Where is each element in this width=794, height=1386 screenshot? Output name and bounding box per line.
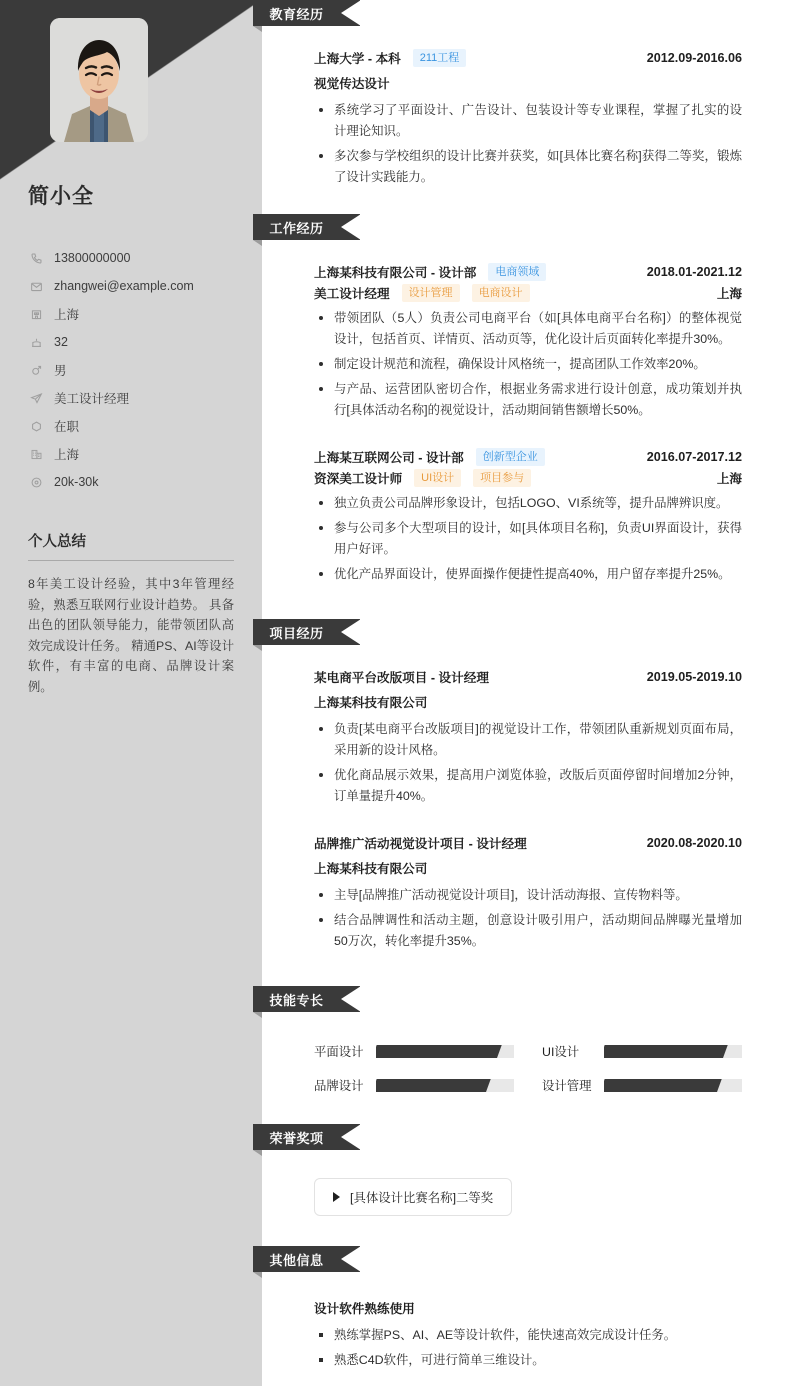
major-name: 视觉传达设计 bbox=[314, 77, 390, 91]
bullet-item: 多次参与学校组织的设计比赛并获奖，如[具体比赛名称]获得二等奖，锻炼了设计实践能力。 bbox=[314, 146, 742, 188]
role-tag: 项目参与 bbox=[473, 469, 531, 487]
entry-role-row bbox=[314, 468, 742, 487]
bullet-item: 主导[品牌推广活动视觉设计项目]，设计活动海报、宣传物料等。 bbox=[314, 885, 742, 906]
skill-item bbox=[542, 1076, 742, 1094]
contact-item-age bbox=[28, 328, 234, 356]
skill-item bbox=[314, 1042, 514, 1060]
summary-divider bbox=[28, 560, 234, 561]
bullet-item: 系统学习了平面设计、广告设计、包装设计等专业课程，掌握了扎实的设计理论知识。 bbox=[314, 100, 742, 142]
section-awards bbox=[262, 1124, 794, 1246]
skill-item bbox=[314, 1076, 514, 1094]
section-header-education bbox=[253, 0, 360, 26]
project-name: 某电商平台改版项目 - 设计经理 bbox=[314, 671, 489, 685]
contact-value-city: 上海 bbox=[54, 308, 80, 322]
skill-progress-fill bbox=[604, 1079, 722, 1092]
contact-value-job-title: 美工设计经理 bbox=[54, 392, 130, 406]
section-title-awards: 荣誉奖项 bbox=[269, 1130, 324, 1146]
company-name: 上海某科技有限公司 - 设计部 bbox=[314, 266, 477, 280]
contact-value-phone: 13800000000 bbox=[54, 251, 131, 265]
entry-header-row bbox=[314, 447, 742, 466]
company-tag: 电商领域 bbox=[488, 263, 546, 281]
project-name: 品牌推广活动视觉设计项目 - 设计经理 bbox=[314, 837, 527, 851]
summary-text: 8年美工设计经验，其中3年管理经验，熟悉互联网行业设计趋势。 具备出色的团队领导能力，能带领团队高效完成设计任务。 精通PS、AI等设计软件，有丰富的电商、品牌设计案例。 bbox=[28, 577, 234, 694]
company-tag: 创新型企业 bbox=[476, 448, 545, 466]
summary-title: 个人总结 bbox=[28, 534, 86, 550]
work-bullets bbox=[314, 308, 742, 421]
entry-header-row bbox=[314, 48, 742, 67]
bullet-item: 独立负责公司品牌形象设计，包括LOGO、VI系统等，提升品牌辨识度。 bbox=[314, 493, 742, 514]
gender-icon bbox=[28, 363, 45, 377]
skill-item bbox=[542, 1042, 742, 1060]
contact-item-email bbox=[28, 272, 234, 300]
section-header-work bbox=[253, 214, 360, 240]
work-bullets bbox=[314, 493, 742, 585]
contact-item-gender bbox=[28, 356, 234, 384]
avatar bbox=[50, 18, 148, 142]
work-location: 上海 bbox=[716, 287, 742, 301]
section-body-projects bbox=[262, 645, 794, 952]
school-tag: 211工程 bbox=[413, 49, 467, 67]
entry-header-row bbox=[314, 833, 742, 852]
bullet-item: 负责[某电商平台改版项目]的视觉设计工作，带领团队重新规划页面布局，采用新的设计风格。 bbox=[314, 719, 742, 761]
entry-role-row bbox=[314, 283, 742, 302]
skill-progress-fill bbox=[376, 1045, 502, 1058]
main-content bbox=[262, 0, 794, 1386]
project-entry bbox=[314, 645, 742, 807]
section-header-other bbox=[253, 1246, 360, 1272]
phone-icon bbox=[28, 251, 45, 265]
contact-value-age: 32 bbox=[54, 335, 68, 349]
work-entry bbox=[314, 240, 742, 421]
entry-header-row bbox=[314, 667, 742, 686]
project-entry bbox=[314, 811, 742, 952]
job-role: 资深美工设计师 bbox=[314, 472, 403, 486]
contact-value-company-location: 上海 bbox=[54, 448, 80, 462]
section-header-projects bbox=[253, 619, 360, 645]
education-entry bbox=[314, 26, 742, 188]
project-date: 2019.05-2019.10 bbox=[646, 669, 742, 684]
contact-value-gender: 男 bbox=[54, 364, 67, 378]
contact-value-status: 在职 bbox=[54, 420, 80, 434]
salary-icon bbox=[28, 475, 45, 489]
job-role: 美工设计经理 bbox=[314, 287, 390, 301]
section-body-other bbox=[262, 1272, 794, 1371]
school-name: 上海大学 - 本科 bbox=[314, 52, 401, 66]
role-tag: UI设计 bbox=[414, 469, 461, 487]
role-tag: 设计管理 bbox=[402, 284, 460, 302]
status-icon bbox=[28, 419, 45, 433]
section-title-projects: 项目经历 bbox=[269, 625, 324, 641]
work-entry bbox=[314, 425, 742, 585]
page-title: 简小全 bbox=[28, 185, 94, 208]
skill-progress-track bbox=[376, 1045, 514, 1058]
role-tag: 电商设计 bbox=[472, 284, 530, 302]
bullet-item: 熟练掌握PS、AI、AE等设计软件，能快速高效完成设计任务。 bbox=[314, 1325, 742, 1346]
email-icon bbox=[28, 279, 45, 293]
section-body-education bbox=[262, 26, 794, 188]
skill-label: 设计管理 bbox=[542, 1079, 592, 1093]
education-date: 2012.09-2016.06 bbox=[646, 50, 742, 65]
skill-label: 品牌设计 bbox=[314, 1079, 364, 1093]
skill-label: 平面设计 bbox=[314, 1045, 364, 1059]
section-title-work: 工作经历 bbox=[269, 220, 324, 236]
entry-left bbox=[314, 283, 530, 302]
sidebar bbox=[0, 0, 262, 1386]
entry-header-row bbox=[314, 262, 742, 281]
work-date: 2016.07-2017.12 bbox=[646, 449, 742, 464]
contact-item-job-title bbox=[28, 384, 234, 412]
skill-progress-track bbox=[604, 1045, 742, 1058]
section-title-other: 其他信息 bbox=[269, 1252, 324, 1268]
sidebar-content bbox=[0, 180, 262, 697]
other-bullets bbox=[314, 1325, 742, 1371]
section-body-skills bbox=[262, 1012, 794, 1094]
other-subtitle: 设计软件熟练使用 bbox=[314, 1302, 415, 1316]
project-bullets bbox=[314, 885, 742, 952]
section-skills bbox=[262, 986, 794, 1124]
company-icon bbox=[28, 447, 45, 461]
bullet-item: 结合品牌调性和活动主题，创意设计吸引用户，活动期间品牌曝光量增加50万次，转化率提升35%。 bbox=[314, 910, 742, 952]
play-triangle-icon bbox=[333, 1192, 340, 1202]
skill-progress-track bbox=[604, 1079, 742, 1092]
company-name: 上海某互联网公司 - 设计部 bbox=[314, 451, 464, 465]
section-work bbox=[262, 214, 794, 619]
skill-label: UI设计 bbox=[542, 1045, 580, 1059]
contact-item-phone bbox=[28, 244, 234, 272]
contact-list bbox=[28, 244, 234, 496]
work-location: 上海 bbox=[716, 472, 742, 486]
skill-progress-fill bbox=[604, 1045, 727, 1058]
award-item[interactable] bbox=[314, 1178, 512, 1216]
portrait-photo-icon bbox=[50, 18, 148, 142]
bullet-item: 带领团队（5人）负责公司电商平台（如[具体电商平台名称]）的整体视觉设计，包括首页、详情页、活动页等，优化设计后页面转化率提升30%。 bbox=[314, 308, 742, 350]
section-education bbox=[262, 0, 794, 214]
contact-item-salary bbox=[28, 468, 234, 496]
contact-value-salary: 20k-30k bbox=[54, 475, 99, 489]
section-projects bbox=[262, 619, 794, 986]
job-title-icon bbox=[28, 391, 45, 405]
contact-item-city bbox=[28, 300, 234, 328]
contact-item-company-location bbox=[28, 440, 234, 468]
bullet-item: 熟悉C4D软件，可进行简单三维设计。 bbox=[314, 1350, 742, 1371]
entry-left bbox=[314, 468, 531, 487]
skill-progress-track bbox=[376, 1079, 514, 1092]
awards-list bbox=[314, 1150, 742, 1216]
education-bullets bbox=[314, 100, 742, 188]
entry-left bbox=[314, 262, 546, 281]
bullet-item: 制定设计规范和流程，确保设计风格统一，提高团队工作效率20%。 bbox=[314, 354, 742, 375]
project-company: 上海某科技有限公司 bbox=[314, 862, 428, 876]
skill-progress-fill bbox=[376, 1079, 491, 1092]
section-other bbox=[262, 1246, 794, 1371]
skills-grid bbox=[314, 1012, 742, 1094]
entry-left bbox=[314, 48, 466, 67]
section-body-awards bbox=[262, 1150, 794, 1216]
birthday-icon bbox=[28, 335, 45, 349]
entry-left bbox=[314, 447, 545, 466]
other-entry bbox=[314, 1272, 742, 1371]
project-date: 2020.08-2020.10 bbox=[646, 835, 742, 850]
section-title-skills: 技能专长 bbox=[269, 992, 324, 1008]
project-company: 上海某科技有限公司 bbox=[314, 696, 428, 710]
work-date: 2018.01-2021.12 bbox=[646, 264, 742, 279]
bullet-item: 与产品、运营团队密切合作，根据业务需求进行设计创意，成功策划并执行[具体活动名称]的视觉设计，活动期间销售额增长50%。 bbox=[314, 379, 742, 421]
section-body-work bbox=[262, 240, 794, 585]
city-icon bbox=[28, 307, 45, 321]
section-title-education: 教育经历 bbox=[269, 6, 324, 22]
contact-value-email: zhangwei@example.com bbox=[54, 279, 194, 293]
award-label: [具体设计比赛名称]二等奖 bbox=[350, 1191, 494, 1205]
bullet-item: 优化商品展示效果，提高用户浏览体验，改版后页面停留时间增加2分钟，订单量提升40%。 bbox=[314, 765, 742, 807]
project-bullets bbox=[314, 719, 742, 807]
section-header-skills bbox=[253, 986, 360, 1012]
section-header-awards bbox=[253, 1124, 360, 1150]
contact-item-status bbox=[28, 412, 234, 440]
bullet-item: 参与公司多个大型项目的设计，如[具体项目名称]，负责UI界面设计，获得用户好评。 bbox=[314, 518, 742, 560]
bullet-item: 优化产品界面设计，使界面操作便捷性提高40%，用户留存率提升25%。 bbox=[314, 564, 742, 585]
